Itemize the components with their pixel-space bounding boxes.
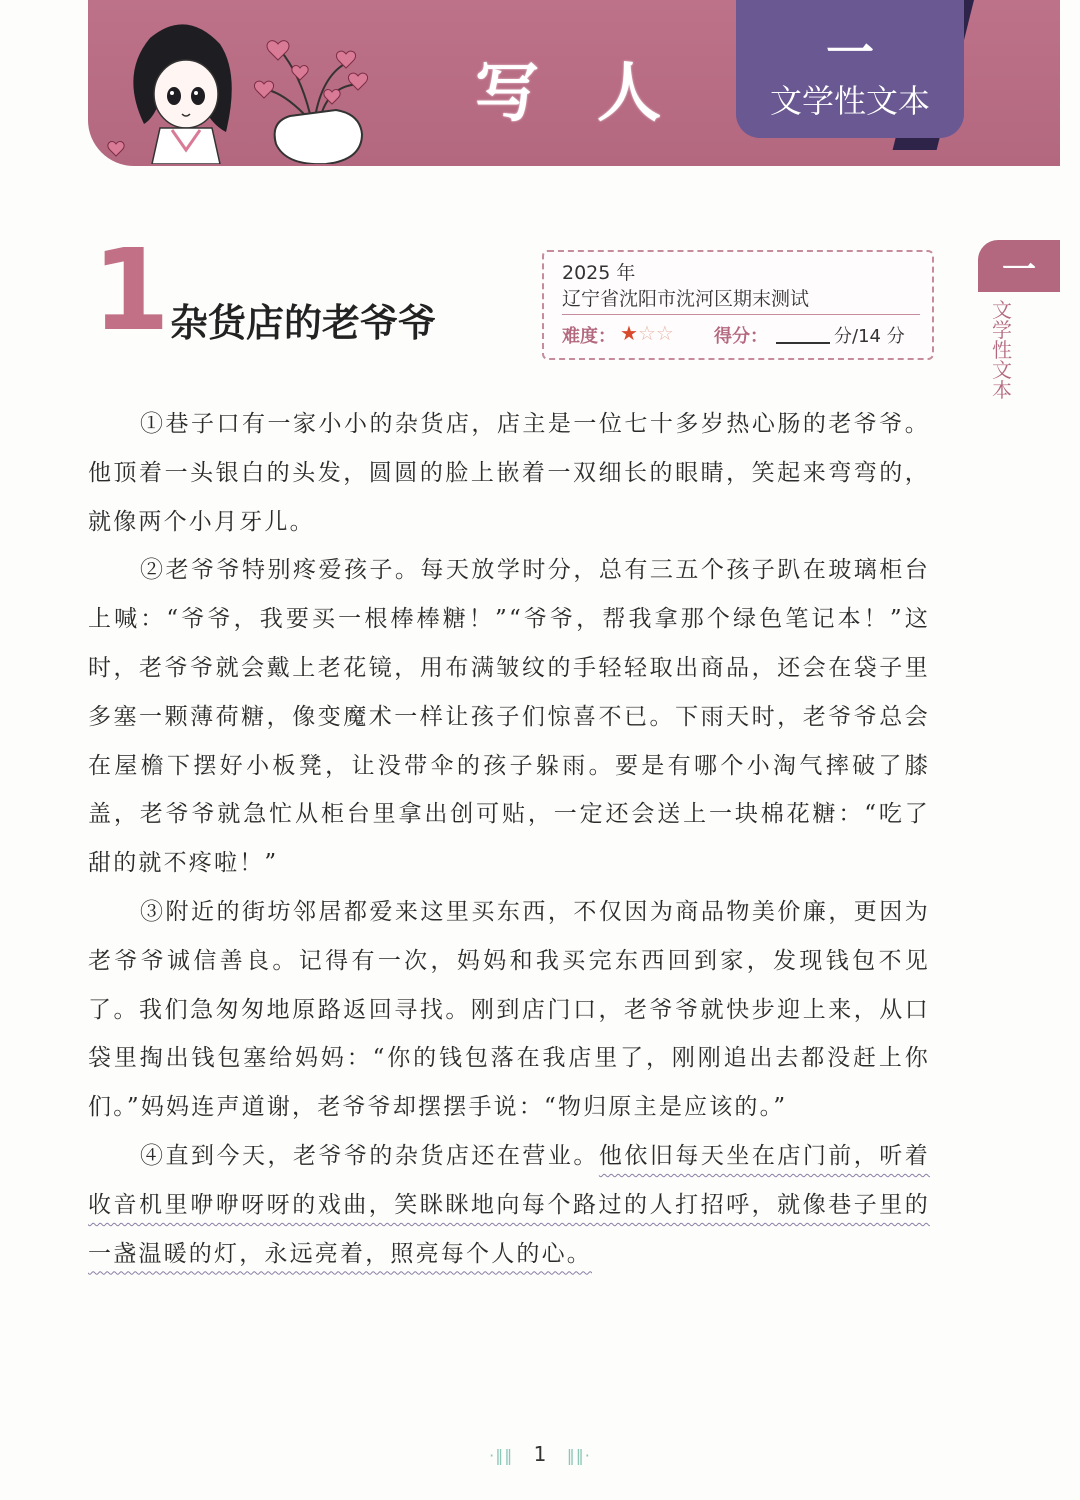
paragraph-4-plain: ④直到今天，老爷爷的杂货店还在营业。 bbox=[140, 1142, 599, 1169]
star-empty-icon: ☆ bbox=[637, 321, 656, 345]
unit-number: 一 bbox=[825, 25, 874, 81]
paragraph-3: ③附近的街坊邻居都爱来这里买东西，不仅因为商品物美价廉，更因为老爷爷诚信善良。记得有一次，妈妈和我买完东西回到家，发现钱包不见了。我们急匆匆地原路返回寻找。刚到店门口，老爷爷就快步迎上来，从口袋里掏出钱包塞给妈妈：“你的钱包落在我店里了，刚刚追出去都没赶上你们。”妈妈连声道谢，老爷爷却摆摆手说：“物归原主是应该的。” bbox=[88, 898, 930, 1121]
side-chapter-tab bbox=[978, 240, 1060, 292]
unit-tab bbox=[736, 0, 964, 138]
side-tab-label: 文学性文本 bbox=[992, 298, 1012, 402]
side-tab-number: 一 bbox=[1002, 250, 1036, 290]
unit-name: 文学性文本 bbox=[769, 82, 930, 120]
difficulty-label: 难度： bbox=[562, 326, 616, 347]
score-label: 得分： bbox=[714, 326, 768, 347]
page-ornament-left-icon: ·‖‖ bbox=[489, 1446, 514, 1465]
exam-info-box bbox=[542, 250, 934, 360]
paragraph-4-underlined: 他依旧每天坐在店门前，听着收音机里咿咿呀呀的戏曲，笑眯眯地向每个路过的人打招呼，就像巷子里的一盏温暖的灯，永远亮着，照亮每个人的心。 bbox=[88, 1142, 930, 1267]
score-total: 分/14 分 bbox=[834, 326, 905, 347]
info-divider bbox=[562, 314, 920, 315]
lesson-title: 杂货店的老爷爷 bbox=[170, 301, 437, 345]
passage bbox=[88, 400, 930, 1278]
exam-source: 辽宁省沈阳市沈河区期末测试 bbox=[562, 288, 810, 310]
section-title: 写人 bbox=[475, 57, 719, 131]
star-empty-icon: ☆ bbox=[655, 321, 674, 345]
page-ornament-right-icon: ‖‖· bbox=[566, 1446, 591, 1465]
paragraph-1: ①巷子口有一家小小的杂货店，店主是一位七十多岁热心肠的老爷爷。他顶着一头银白的头发，圆圆的脸上嵌着一双细长的眼睛，笑起来弯弯的，就像两个小月牙儿。 bbox=[88, 411, 930, 535]
page-number: 1 bbox=[533, 1442, 547, 1466]
page-footer bbox=[0, 1442, 1080, 1466]
difficulty-stars bbox=[620, 322, 674, 344]
paragraph-4 bbox=[88, 1132, 930, 1278]
paragraph-2: ②老爷爷特别疼爱孩子。每天放学时分，总有三五个孩子趴在玻璃柜台上喊：“爷爷，我要买一根棒棒糖！”“爷爷，帮我拿那个绿色笔记本！”这时，老爷爷就会戴上老花镜，用布满皱纹的手轻轻取出商品，还会在袋子里多塞一颗薄荷糖，像变魔术一样让孩子们惊喜不已。下雨天时，老爷爷总会在屋檐下摆好小板凳，让没带伞的孩子躲雨。要是有哪个小淘气摔破了膝盖，老爷爷就急忙从柜台里拿出创可贴，一定还会送上一块棉花糖：“吃了甜的就不疼啦！” bbox=[88, 557, 930, 877]
star-filled-icon: ★ bbox=[620, 321, 638, 345]
exam-year: 2025 年 bbox=[562, 262, 636, 284]
lesson-number: 1 bbox=[92, 226, 170, 356]
girl-with-heart-flowers-illustration bbox=[100, 4, 370, 164]
score-blank[interactable] bbox=[776, 342, 830, 344]
